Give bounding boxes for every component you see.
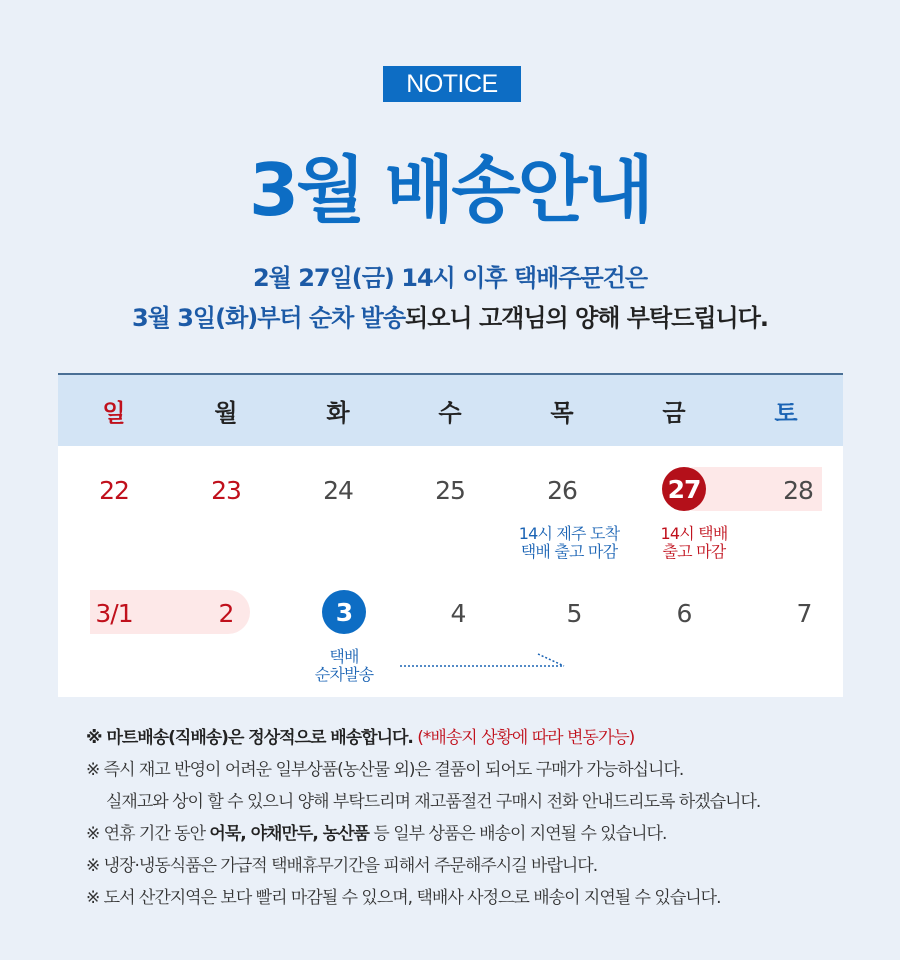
date-6: 6 — [676, 599, 692, 628]
note-item-2-continued: 실재고와 상이 할 수 있으니 양해 부탁드리며 재고품절건 구매시 전화 안내드리도록 하겠습니다. — [106, 792, 761, 812]
note-tue — [284, 648, 404, 684]
subtitle-line-1: 2월 27일(금) 14시 이후 택배주문건은 — [252, 264, 648, 292]
date-3-highlighted: 3 — [322, 590, 366, 634]
date-23: 23 — [211, 476, 241, 505]
subtitle-highlight: 3월 3일(화)부터 순차 발송 — [131, 304, 406, 332]
note-item-3-pre: ※ 연휴 기간 동안 — [86, 824, 210, 844]
notes-list — [86, 722, 886, 914]
calendar-header — [58, 373, 843, 446]
dotted-arrow-icon — [398, 651, 570, 671]
date-2: 2 — [218, 599, 234, 628]
note-tue-line-1: 택배 — [329, 647, 359, 666]
note-fri — [634, 525, 754, 561]
note-item-3-bold: 어묵, 야채만두, 농산품 — [209, 824, 369, 844]
date-22: 22 — [99, 476, 129, 505]
date-4: 4 — [450, 599, 466, 628]
note-item-1-bold: ※ 마트배송(직배송)은 정상적으로 배송합니다. — [86, 728, 413, 748]
delivery-calendar — [58, 373, 843, 697]
note-fri-line-2: 출고 마감 — [662, 542, 726, 561]
weekday-sun: 일 — [102, 399, 126, 427]
weekday-wed: 수 — [438, 399, 462, 427]
date-24: 24 — [323, 476, 353, 505]
note-thu-line-1: 14시 제주 도착 — [518, 524, 620, 543]
note-fri-line-1: 14시 택배 — [660, 524, 728, 543]
notice-badge: NOTICE — [383, 66, 521, 102]
weekday-thu: 목 — [550, 399, 574, 427]
subtitle-line-2 — [0, 298, 900, 333]
date-28: 28 — [783, 476, 813, 505]
weekday-tue: 화 — [326, 399, 350, 427]
weekday-fri: 금 — [662, 399, 686, 427]
date-3-1: 3/1 — [95, 599, 133, 628]
date-7: 7 — [796, 599, 812, 628]
page-title: 3월 배송안내 — [249, 148, 651, 232]
note-item-3 — [86, 818, 886, 850]
date-5: 5 — [566, 599, 582, 628]
note-item-2: ※ 즉시 재고 반영이 어려운 일부상품(농산물 외)은 결품이 되어도 구매가 가능하십니다. — [86, 760, 684, 780]
note-item-5: ※ 도서 산간지역은 보다 빨리 마감될 수 있으며, 택배사 사정으로 배송이 지연될 수 있습니다. — [86, 888, 721, 908]
note-item-3-post: 등 일부 상품은 배송이 지연될 수 있습니다. — [368, 824, 667, 844]
weekday-mon: 월 — [214, 399, 238, 427]
subtitle-rest: 되오니 고객님의 양해 부탁드립니다. — [405, 304, 768, 332]
note-thu — [494, 525, 644, 561]
note-tue-line-2: 순차발송 — [314, 665, 374, 684]
note-item-4: ※ 냉장·냉동식품은 가급적 택배휴무기간을 피해서 주문해주시길 바랍니다. — [86, 856, 598, 876]
date-27-highlighted: 27 — [662, 467, 706, 511]
note-item-1-rest: (*배송지 상황에 따라 변동가능) — [412, 728, 635, 748]
date-25: 25 — [435, 476, 465, 505]
weekday-sat: 토 — [774, 399, 798, 427]
date-26: 26 — [547, 476, 577, 505]
note-thu-line-2: 택배 출고 마감 — [520, 542, 618, 561]
note-item-1 — [86, 722, 886, 754]
